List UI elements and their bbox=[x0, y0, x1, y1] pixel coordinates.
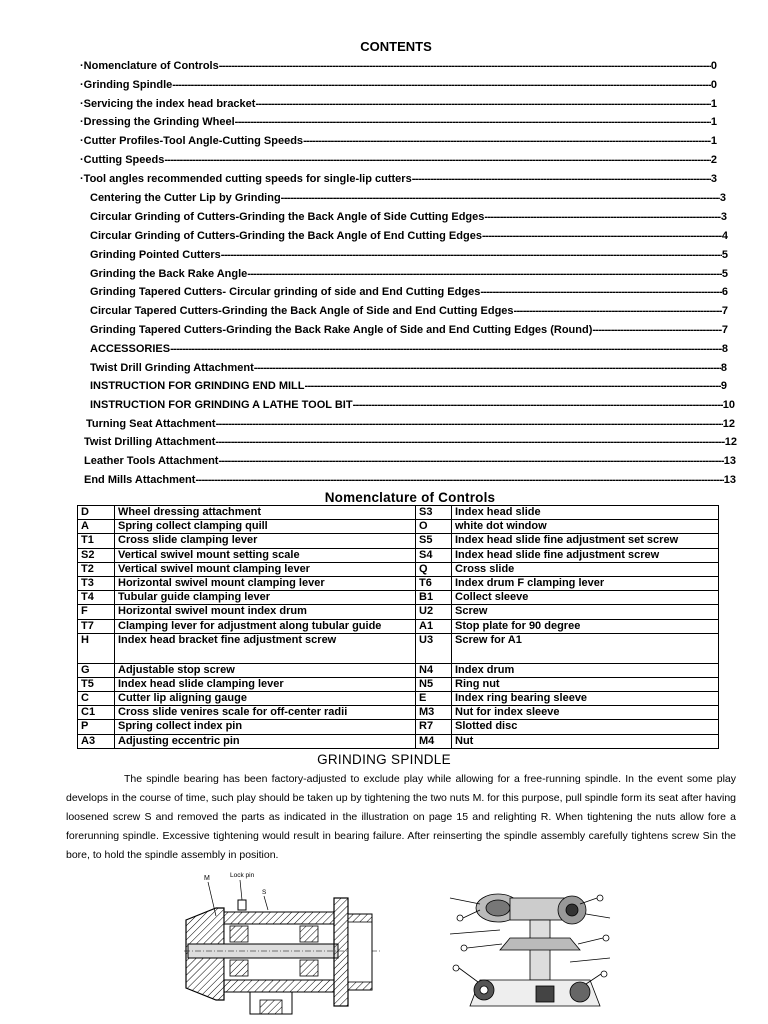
nomenclature-description: Wheel dressing attachment bbox=[115, 506, 416, 520]
nomenclature-description: Index drum F clamping lever bbox=[452, 576, 719, 590]
nomenclature-description: Index head slide fine adjustment screw bbox=[452, 548, 719, 562]
nomenclature-code: P bbox=[78, 720, 115, 734]
nomenclature-row bbox=[78, 548, 719, 562]
toc-entry bbox=[90, 340, 728, 359]
nomenclature-code: M4 bbox=[416, 734, 452, 748]
label-s: S bbox=[262, 889, 267, 896]
nomenclature-description: Index head slide bbox=[452, 506, 719, 520]
nomenclature-code: M3 bbox=[416, 706, 452, 720]
grinding-spindle-title: GRINDING SPINDLE bbox=[317, 752, 451, 767]
nomenclature-code: N4 bbox=[416, 663, 452, 677]
nomenclature-row bbox=[78, 619, 719, 633]
toc-leader-dashes bbox=[170, 340, 722, 359]
toc-entry-page: 3 bbox=[719, 192, 726, 204]
grinder-assembly-figure bbox=[440, 878, 618, 1020]
toc-entry-page: 10 bbox=[722, 399, 735, 411]
nomenclature-code: T4 bbox=[78, 591, 115, 605]
toc-entry-title: ACCESSORIES bbox=[90, 343, 171, 355]
nomenclature-code: S2 bbox=[78, 548, 115, 562]
nomenclature-description: Index head bracket fine adjustment screw bbox=[115, 633, 416, 663]
toc-entry-page: 13 bbox=[723, 455, 736, 467]
toc-entry bbox=[90, 283, 728, 302]
nomenclature-row bbox=[78, 520, 719, 534]
toc-entry-title: Leather Tools Attachment bbox=[84, 455, 219, 467]
toc-leader-dashes bbox=[303, 132, 711, 151]
nomenclature-code: O bbox=[416, 520, 452, 534]
toc-entry bbox=[90, 246, 728, 265]
nomenclature-description: Index head slide fine adjustment set screw bbox=[452, 534, 719, 548]
nomenclature-description: Nut for index sleeve bbox=[452, 706, 719, 720]
toc-leader-dashes bbox=[164, 151, 711, 170]
toc-entry-page: 0 bbox=[710, 79, 717, 91]
toc-entry bbox=[90, 377, 727, 396]
toc-entry-page: 8 bbox=[720, 362, 727, 374]
toc-entry-title: ·Servicing the index head bracket bbox=[80, 98, 256, 110]
nomenclature-row bbox=[78, 506, 719, 520]
toc-leader-dashes bbox=[172, 76, 711, 95]
toc-leader-dashes bbox=[218, 452, 723, 471]
toc-leader-dashes bbox=[592, 321, 722, 340]
nomenclature-code: T6 bbox=[416, 576, 452, 590]
toc-entry-page: 3 bbox=[720, 211, 727, 223]
toc-entry bbox=[90, 359, 727, 378]
nomenclature-code: Q bbox=[416, 562, 452, 576]
toc-leader-dashes bbox=[482, 227, 722, 246]
toc-entry-title: Circular Tapered Cutters-Grinding the Back Angle of Side and End Cutting Edges bbox=[90, 305, 514, 317]
toc-entry-title: Grinding Pointed Cutters bbox=[90, 249, 221, 261]
toc-entry bbox=[80, 132, 717, 151]
nomenclature-description: Spring collect index pin bbox=[115, 720, 416, 734]
toc-leader-dashes bbox=[254, 359, 721, 378]
toc-entry-page: 1 bbox=[710, 116, 717, 128]
toc-leader-dashes bbox=[195, 471, 723, 490]
toc-entry bbox=[80, 170, 717, 189]
nomenclature-row bbox=[78, 677, 719, 691]
toc-entry bbox=[84, 452, 736, 471]
nomenclature-description: Screw for A1 bbox=[452, 633, 719, 663]
toc-leader-dashes bbox=[215, 433, 724, 452]
nomenclature-row bbox=[78, 633, 719, 663]
nomenclature-description: Cross slide bbox=[452, 562, 719, 576]
nomenclature-description: Slotted disc bbox=[452, 720, 719, 734]
toc-entry-page: 3 bbox=[710, 173, 717, 185]
nomenclature-description: Index head slide clamping lever bbox=[115, 677, 416, 691]
toc-entry-page: 2 bbox=[710, 154, 717, 166]
toc-entry bbox=[90, 189, 726, 208]
toc-leader-dashes bbox=[412, 170, 711, 189]
nomenclature-code: S3 bbox=[416, 506, 452, 520]
toc-leader-dashes bbox=[235, 113, 711, 132]
toc-entry-page: 0 bbox=[710, 60, 717, 72]
nomenclature-description: Adjustable stop screw bbox=[115, 663, 416, 677]
toc-entry-title: Grinding Tapered Cutters-Grinding the Back Rake Angle of Side and End Cutting Edges (Round) bbox=[90, 324, 593, 336]
nomenclature-code: T1 bbox=[78, 534, 115, 548]
toc-leader-dashes bbox=[305, 377, 721, 396]
nomenclature-code: E bbox=[416, 692, 452, 706]
nomenclature-row bbox=[78, 720, 719, 734]
nomenclature-code: R7 bbox=[416, 720, 452, 734]
toc-entry bbox=[80, 113, 717, 132]
nomenclature-code: S4 bbox=[416, 548, 452, 562]
toc-entry-title: Grinding the Back Rake Angle bbox=[90, 268, 248, 280]
toc-entry bbox=[84, 433, 737, 452]
toc-entry-page: 6 bbox=[721, 286, 728, 298]
toc-entry-page: 7 bbox=[721, 324, 728, 336]
nomenclature-description: white dot window bbox=[452, 520, 719, 534]
label-m: M bbox=[204, 875, 210, 882]
nomenclature-description: Tubular guide clamping lever bbox=[115, 591, 416, 605]
nomenclature-row bbox=[78, 706, 719, 720]
toc-entry bbox=[90, 265, 728, 284]
toc-entry-title: ·Dressing the Grinding Wheel bbox=[80, 116, 235, 128]
nomenclature-code: U2 bbox=[416, 605, 452, 619]
toc-entry-title: Turning Seat Attachment bbox=[86, 418, 216, 430]
toc-entry-page: 1 bbox=[710, 98, 717, 110]
nomenclature-code: C1 bbox=[78, 706, 115, 720]
toc-entry-title: Circular Grinding of Cutters-Grinding the Back Angle of Side Cutting Edges bbox=[90, 211, 485, 223]
toc-entry bbox=[90, 321, 728, 340]
nomenclature-description: Screw bbox=[452, 605, 719, 619]
nomenclature-code: A bbox=[78, 520, 115, 534]
toc-entry-page: 12 bbox=[724, 436, 737, 448]
toc-entry bbox=[90, 208, 727, 227]
nomenclature-row bbox=[78, 576, 719, 590]
toc-entry-title: End Mills Attachment bbox=[84, 474, 196, 486]
toc-entry-title: ·Cutting Speeds bbox=[80, 154, 165, 166]
toc-entry-page: 5 bbox=[721, 249, 728, 261]
toc-entry bbox=[90, 227, 728, 246]
nomenclature-row bbox=[78, 663, 719, 677]
toc-entry-title: ·Cutter Profiles-Tool Angle-Cutting Speeds bbox=[80, 135, 304, 147]
nomenclature-description: Vertical swivel mount clamping lever bbox=[115, 562, 416, 576]
nomenclature-description: Ring nut bbox=[452, 677, 719, 691]
toc-entry bbox=[80, 76, 717, 95]
nomenclature-row bbox=[78, 692, 719, 706]
toc-entry bbox=[84, 471, 736, 490]
nomenclature-description: Horizontal swivel mount index drum bbox=[115, 605, 416, 619]
nomenclature-description: Spring collect clamping quill bbox=[115, 520, 416, 534]
toc-entry-title: Grinding Tapered Cutters- Circular grinding of side and End Cutting Edges bbox=[90, 286, 481, 298]
nomenclature-code: G bbox=[78, 663, 115, 677]
toc-leader-dashes bbox=[219, 57, 711, 76]
toc-entry-page: 7 bbox=[721, 305, 728, 317]
label-lock-pin: Lock pin bbox=[230, 872, 255, 879]
nomenclature-code: F bbox=[78, 605, 115, 619]
toc-entry-page: 12 bbox=[722, 418, 735, 430]
toc-entry-page: 8 bbox=[721, 343, 728, 355]
contents-title: CONTENTS bbox=[360, 39, 432, 54]
toc-entry-title: Twist Drilling Attachment bbox=[84, 436, 216, 448]
toc-leader-dashes bbox=[353, 396, 723, 415]
toc-entry-title: Centering the Cutter Lip by Grinding bbox=[90, 192, 281, 204]
nomenclature-row bbox=[78, 562, 719, 576]
toc-leader-dashes bbox=[484, 208, 720, 227]
nomenclature-code: T5 bbox=[78, 677, 115, 691]
nomenclature-row bbox=[78, 591, 719, 605]
nomenclature-description: Index drum bbox=[452, 663, 719, 677]
nomenclature-table bbox=[77, 505, 719, 749]
toc-entry bbox=[90, 396, 735, 415]
toc-leader-dashes bbox=[281, 189, 720, 208]
toc-entry-title: INSTRUCTION FOR GRINDING A LATHE TOOL BIT bbox=[90, 399, 353, 411]
nomenclature-description: Vertical swivel mount setting scale bbox=[115, 548, 416, 562]
nomenclature-code: U3 bbox=[416, 633, 452, 663]
toc-entry-title: ·Grinding Spindle bbox=[80, 79, 173, 91]
toc-entry bbox=[90, 302, 728, 321]
toc-leader-dashes bbox=[216, 415, 723, 434]
toc-entry-page: 1 bbox=[710, 135, 717, 147]
toc-leader-dashes bbox=[255, 95, 710, 114]
nomenclature-code: D bbox=[78, 506, 115, 520]
nomenclature-description: Nut bbox=[452, 734, 719, 748]
toc-entry bbox=[80, 57, 717, 76]
toc-entry-title: Twist Drill Grinding Attachment bbox=[90, 362, 254, 374]
nomenclature-code: A1 bbox=[416, 619, 452, 633]
nomenclature-code: T2 bbox=[78, 562, 115, 576]
nomenclature-code: T3 bbox=[78, 576, 115, 590]
grinding-spindle-paragraph: The spindle bearing has been factory-adjusted to exclude play while allowing for a free-running spindle. In the event some play develops in the course of time, such play should be taken up by tightening the two nuts M. for this purpose, pull spindle form its seat after having loosened screw S and removed the parts as indicated in the illustration on page 15 and relighting R. When tightening the nuts allow fore a forerunning spindle. Excessive tightening would result in bearing failure. After reinserting the spindle assembly carefully tightens screw Sin the bore, to hold the spindle assembly in position. bbox=[66, 773, 736, 861]
toc-entry-page: 4 bbox=[721, 230, 728, 242]
toc-leader-dashes bbox=[514, 302, 722, 321]
nomenclature-description: Cross slide clamping lever bbox=[115, 534, 416, 548]
nomenclature-row bbox=[78, 534, 719, 548]
nomenclature-code: C bbox=[78, 692, 115, 706]
nomenclature-code: B1 bbox=[416, 591, 452, 605]
nomenclature-row bbox=[78, 605, 719, 619]
nomenclature-description: Index ring bearing sleeve bbox=[452, 692, 719, 706]
toc-entry bbox=[80, 151, 717, 170]
nomenclature-title: Nomenclature of Controls bbox=[324, 490, 496, 505]
toc-entry-page: 5 bbox=[721, 268, 728, 280]
nomenclature-description: Collect sleeve bbox=[452, 591, 719, 605]
toc-entry-title: Circular Grinding of Cutters-Grinding the Back Angle of End Cutting Edges bbox=[90, 230, 482, 242]
nomenclature-description: Cross slide venires scale for off-center radii bbox=[115, 706, 416, 720]
nomenclature-row bbox=[78, 734, 719, 748]
toc-entry-title: INSTRUCTION FOR GRINDING END MILL bbox=[90, 380, 305, 392]
nomenclature-code: T7 bbox=[78, 619, 115, 633]
toc-entry-page: 9 bbox=[720, 380, 727, 392]
nomenclature-code: A3 bbox=[78, 734, 115, 748]
nomenclature-code: S5 bbox=[416, 534, 452, 548]
nomenclature-description: Horizontal swivel mount clamping lever bbox=[115, 576, 416, 590]
nomenclature-description: Clamping lever for adjustment along tubular guide bbox=[115, 619, 416, 633]
toc-entry-page: 13 bbox=[723, 474, 736, 486]
toc-entry bbox=[80, 95, 717, 114]
toc-leader-dashes bbox=[221, 246, 722, 265]
nomenclature-description: Adjusting eccentric pin bbox=[115, 734, 416, 748]
spindle-cross-section-figure bbox=[180, 868, 386, 1020]
nomenclature-description: Stop plate for 90 degree bbox=[452, 619, 719, 633]
nomenclature-code: H bbox=[78, 633, 115, 663]
nomenclature-code: N5 bbox=[416, 677, 452, 691]
nomenclature-description: Cutter lip aligning gauge bbox=[115, 692, 416, 706]
toc-entry bbox=[86, 415, 735, 434]
toc-leader-dashes bbox=[480, 283, 722, 302]
toc-entry-title: ·Nomenclature of Controls bbox=[80, 60, 219, 72]
toc-leader-dashes bbox=[247, 265, 722, 284]
toc-entry-title: ·Tool angles recommended cutting speeds for single-lip cutters bbox=[80, 173, 412, 185]
